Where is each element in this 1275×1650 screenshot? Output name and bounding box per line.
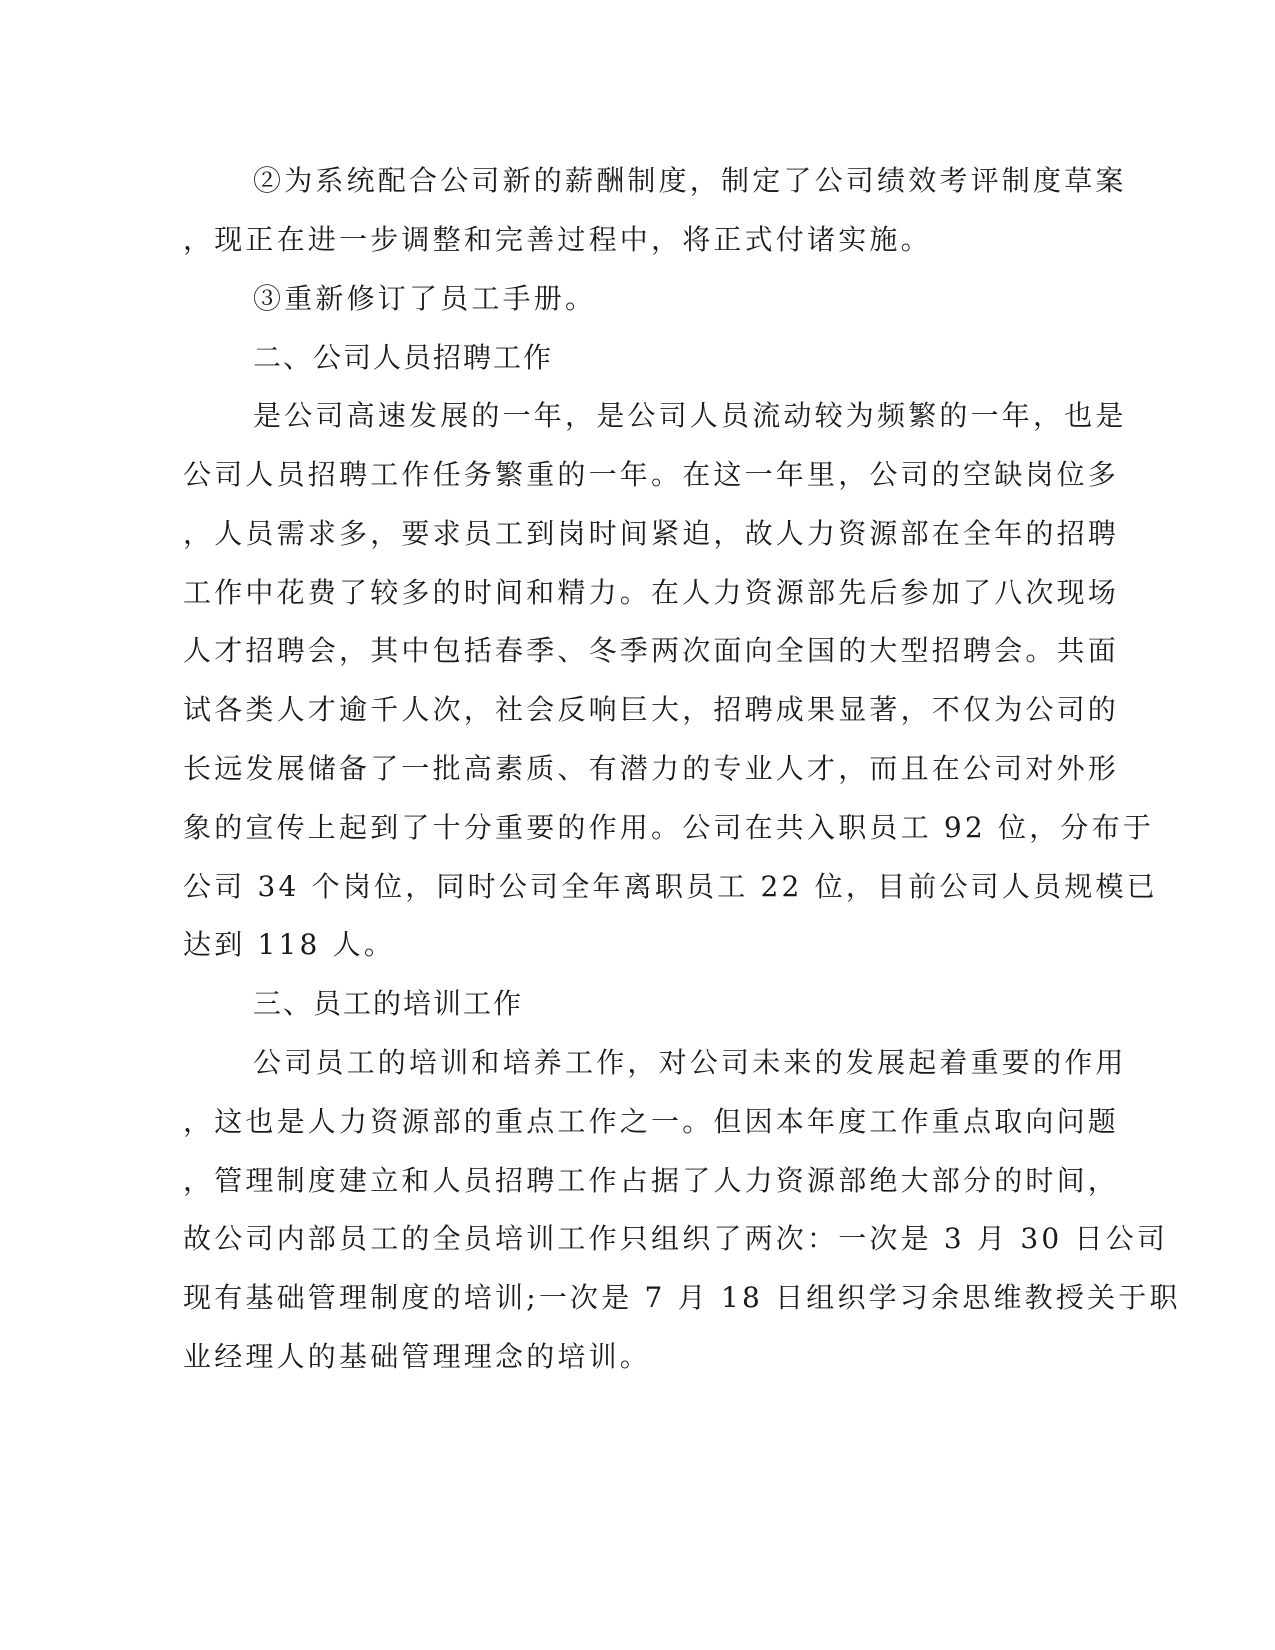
text-line: 现有基础管理制度的培训;一次是 7 月 18 日组织学习余思维教授关于职: [183, 1281, 1181, 1314]
text-line: ③重新修订了员工手册。: [253, 282, 597, 315]
text-line: 人才招聘会，其中包括春季、冬季两次面向全国的大型招聘会。共面: [183, 634, 1120, 667]
text-line: ，这也是人力资源部的重点工作之一。但因本年度工作重点取向问题: [183, 1105, 1120, 1138]
text-line: 公司 34 个岗位，同时公司全年离职员工 22 位，目前公司人员规模已: [183, 870, 1158, 903]
section-heading: 三、员工的培训工作: [253, 987, 524, 1020]
text-line: 故公司内部员工的全员培训工作只组织了两次：一次是 3 月 30 日公司: [183, 1222, 1169, 1255]
text-line: 长远发展储备了一批高素质、有潜力的专业人才，而且在公司对外形: [183, 752, 1120, 785]
text-line: ②为系统配合公司新的薪酬制度，制定了公司绩效考评制度草案: [253, 164, 1127, 197]
section-heading: 二、公司人员招聘工作: [253, 341, 554, 374]
text-line: 公司人员招聘工作任务繁重的一年。在这一年里，公司的空缺岗位多: [183, 458, 1120, 491]
text-line: 业经理人的基础管理理念的培训。: [183, 1340, 652, 1373]
text-line: 工作中花费了较多的时间和精力。在人力资源部先后参加了八次现场: [183, 576, 1120, 609]
text-line: 公司员工的培训和培养工作，对公司未来的发展起着重要的作用: [253, 1046, 1127, 1079]
text-line: 达到 118 人。: [183, 928, 396, 961]
text-line: 象的宣传上起到了十分重要的作用。公司在共入职员工 92 位，分布于: [183, 811, 1155, 844]
text-line: 试各类人才逾千人次，社会反响巨大，招聘成果显著，不仅为公司的: [183, 693, 1120, 726]
text-line: ，人员需求多，要求员工到岗时间紧迫，故人力资源部在全年的招聘: [183, 517, 1120, 550]
text-line: ，管理制度建立和人员招聘工作占据了人力资源部绝大部分的时间，: [183, 1164, 1120, 1197]
text-line: ，现正在进一步调整和完善过程中，将正式付诸实施。: [183, 223, 932, 256]
text-line: 是公司高速发展的一年，是公司人员流动较为频繁的一年，也是: [253, 399, 1127, 432]
